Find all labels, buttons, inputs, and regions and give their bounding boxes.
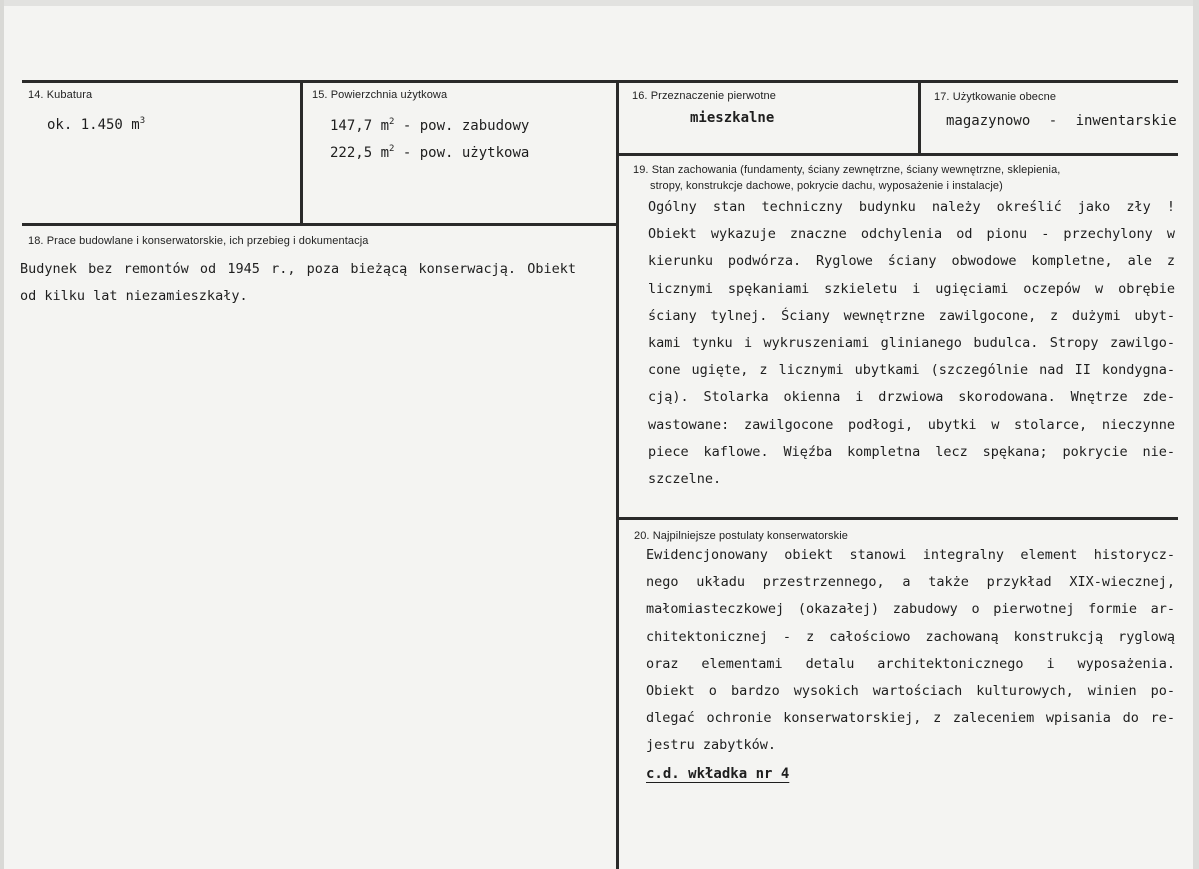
stan-line-9: wastowane: zawilgocone podłogi, ubytki w stolarce, nieczynne [648, 416, 1175, 433]
uzytkowanie-value: magazynowo - inwentarskie [946, 113, 1177, 129]
postulaty-line-2: nego układu przestrzennego, a także przykład XIX-wiecznej, [646, 574, 1175, 591]
powierzchnia-label: 15. Powierzchnia użytkowa [312, 89, 448, 101]
rule-under-14-15 [22, 223, 618, 226]
prace-budowlane-label: 18. Prace budowlane i konserwatorskie, ich przebieg i dokumentacja [28, 235, 369, 247]
scan-edge-right [1193, 0, 1199, 869]
postulaty-line-3: małomiasteczkowej (okazałej) zabudowy o pierwotnej formie ar- [646, 601, 1175, 618]
przeznaczenie-label: 16. Przeznaczenie pierwotne [632, 90, 776, 102]
postulaty-line-6: Obiekt o bardzo wysokich wartościach kulturowych, winien po- [646, 683, 1175, 700]
stan-line-7: cone ugięte, z licznymi ubytkami (szczególnie nad II kondygna- [648, 362, 1175, 379]
powierzchnia-uzytkowa-line [330, 145, 529, 161]
postulaty-label: 20. Najpilniejsze postulaty konserwatorskie [634, 530, 849, 542]
uzytkowanie-label: 17. Użytkowanie obecne [934, 91, 1057, 103]
postulaty-line-8: jestru zabytków. [646, 737, 777, 754]
kubatura-number: ok. 1.450 m [47, 117, 140, 133]
powierzchnia-uzytkowa-value: 222,5 m [330, 145, 390, 161]
stan-line-6: kami tynku i wykruszeniami glinianego budulca. Stropy zawilgo- [648, 335, 1175, 352]
main-column-divider [616, 80, 619, 869]
powierzchnia-zabudowy-value: 147,7 m [330, 118, 390, 134]
stan-zachowania-label-1: 19. Stan zachowania (fundamenty, ściany zewnętrzne, ściany wewnętrzne, sklepienia, [633, 164, 1061, 176]
powierzchnia-zabudowy-desc: - pow. zabudowy [394, 118, 530, 134]
prace-budowlane-text [20, 256, 576, 310]
kubatura-value [47, 117, 145, 133]
prace-line-2: od kilku lat niezamieszkały. [20, 288, 248, 304]
kubatura-unit-sup: 3 [139, 116, 146, 126]
postulaty-line-1: Ewidencjonowany obiekt stanowi integralny element historycz- [646, 547, 1175, 563]
prace-line-1: Budynek bez remontów od 1945 r., poza bieżącą konserwacją. Obiekt [20, 261, 576, 277]
postulaty-line-5: oraz elementami detalu architektonicznego i wyposażenia. [646, 655, 1175, 672]
stan-zachowania-text [648, 194, 1175, 493]
postulaty-text [646, 542, 1175, 760]
powierzchnia-uzytkowa-sup: 2 [389, 144, 395, 154]
rule-under-16-17 [618, 153, 1178, 156]
stan-line-5: ściany tylnej. Ściany wewnętrzne zawilgocone, z dużymi ubyt- [648, 307, 1175, 324]
powierzchnia-zabudowy-line [330, 118, 529, 134]
continuation-note: c.d. wkładka nr 4 [646, 766, 790, 782]
divider-16-17 [918, 80, 921, 155]
stan-zachowania-label-2: stropy, konstrukcje dachowe, pokrycie dachu, wyposażenie i instalacje) [650, 180, 1003, 192]
postulaty-line-4: chitektonicznej - z całościowo zachowaną konstrukcją ryglową [646, 628, 1175, 645]
stan-line-10: piece kaflowe. Więźba kompletna lecz spękana; pokrycie nie- [648, 443, 1175, 460]
stan-line-4: licznymi spękaniami szkieletu i ugięciami oczepów w obrębie [648, 280, 1175, 297]
scan-edge-top [0, 0, 1199, 6]
przeznaczenie-value: mieszkalne [690, 110, 775, 126]
divider-14-15 [300, 80, 303, 225]
rule-under-19 [618, 517, 1178, 520]
stan-line-1: Ogólny stan techniczny budynku należy określić jako zły ! [648, 199, 1175, 215]
postulaty-line-7: dlegać ochronie konserwatorskiej, z zaleceniem wpisania do re- [646, 710, 1175, 727]
powierzchnia-uzytkowa-desc: - pow. użytkowa [394, 145, 530, 161]
stan-line-11: szczelne. [648, 471, 722, 488]
powierzchnia-zabudowy-sup: 2 [389, 117, 395, 127]
stan-line-8: cją). Stolarka okienna i drzwiowa skorodowana. Wnętrze zde- [648, 389, 1175, 406]
kubatura-label: 14. Kubatura [28, 89, 93, 101]
top-rule [22, 80, 1178, 83]
stan-line-2: Obiekt wykazuje znaczne odchylenia od pionu - przechylony w [648, 226, 1175, 243]
scan-edge-left [0, 0, 4, 869]
stan-line-3: kierunku podwórza. Ryglowe ściany obwodowe kompletne, ale z [648, 253, 1175, 270]
